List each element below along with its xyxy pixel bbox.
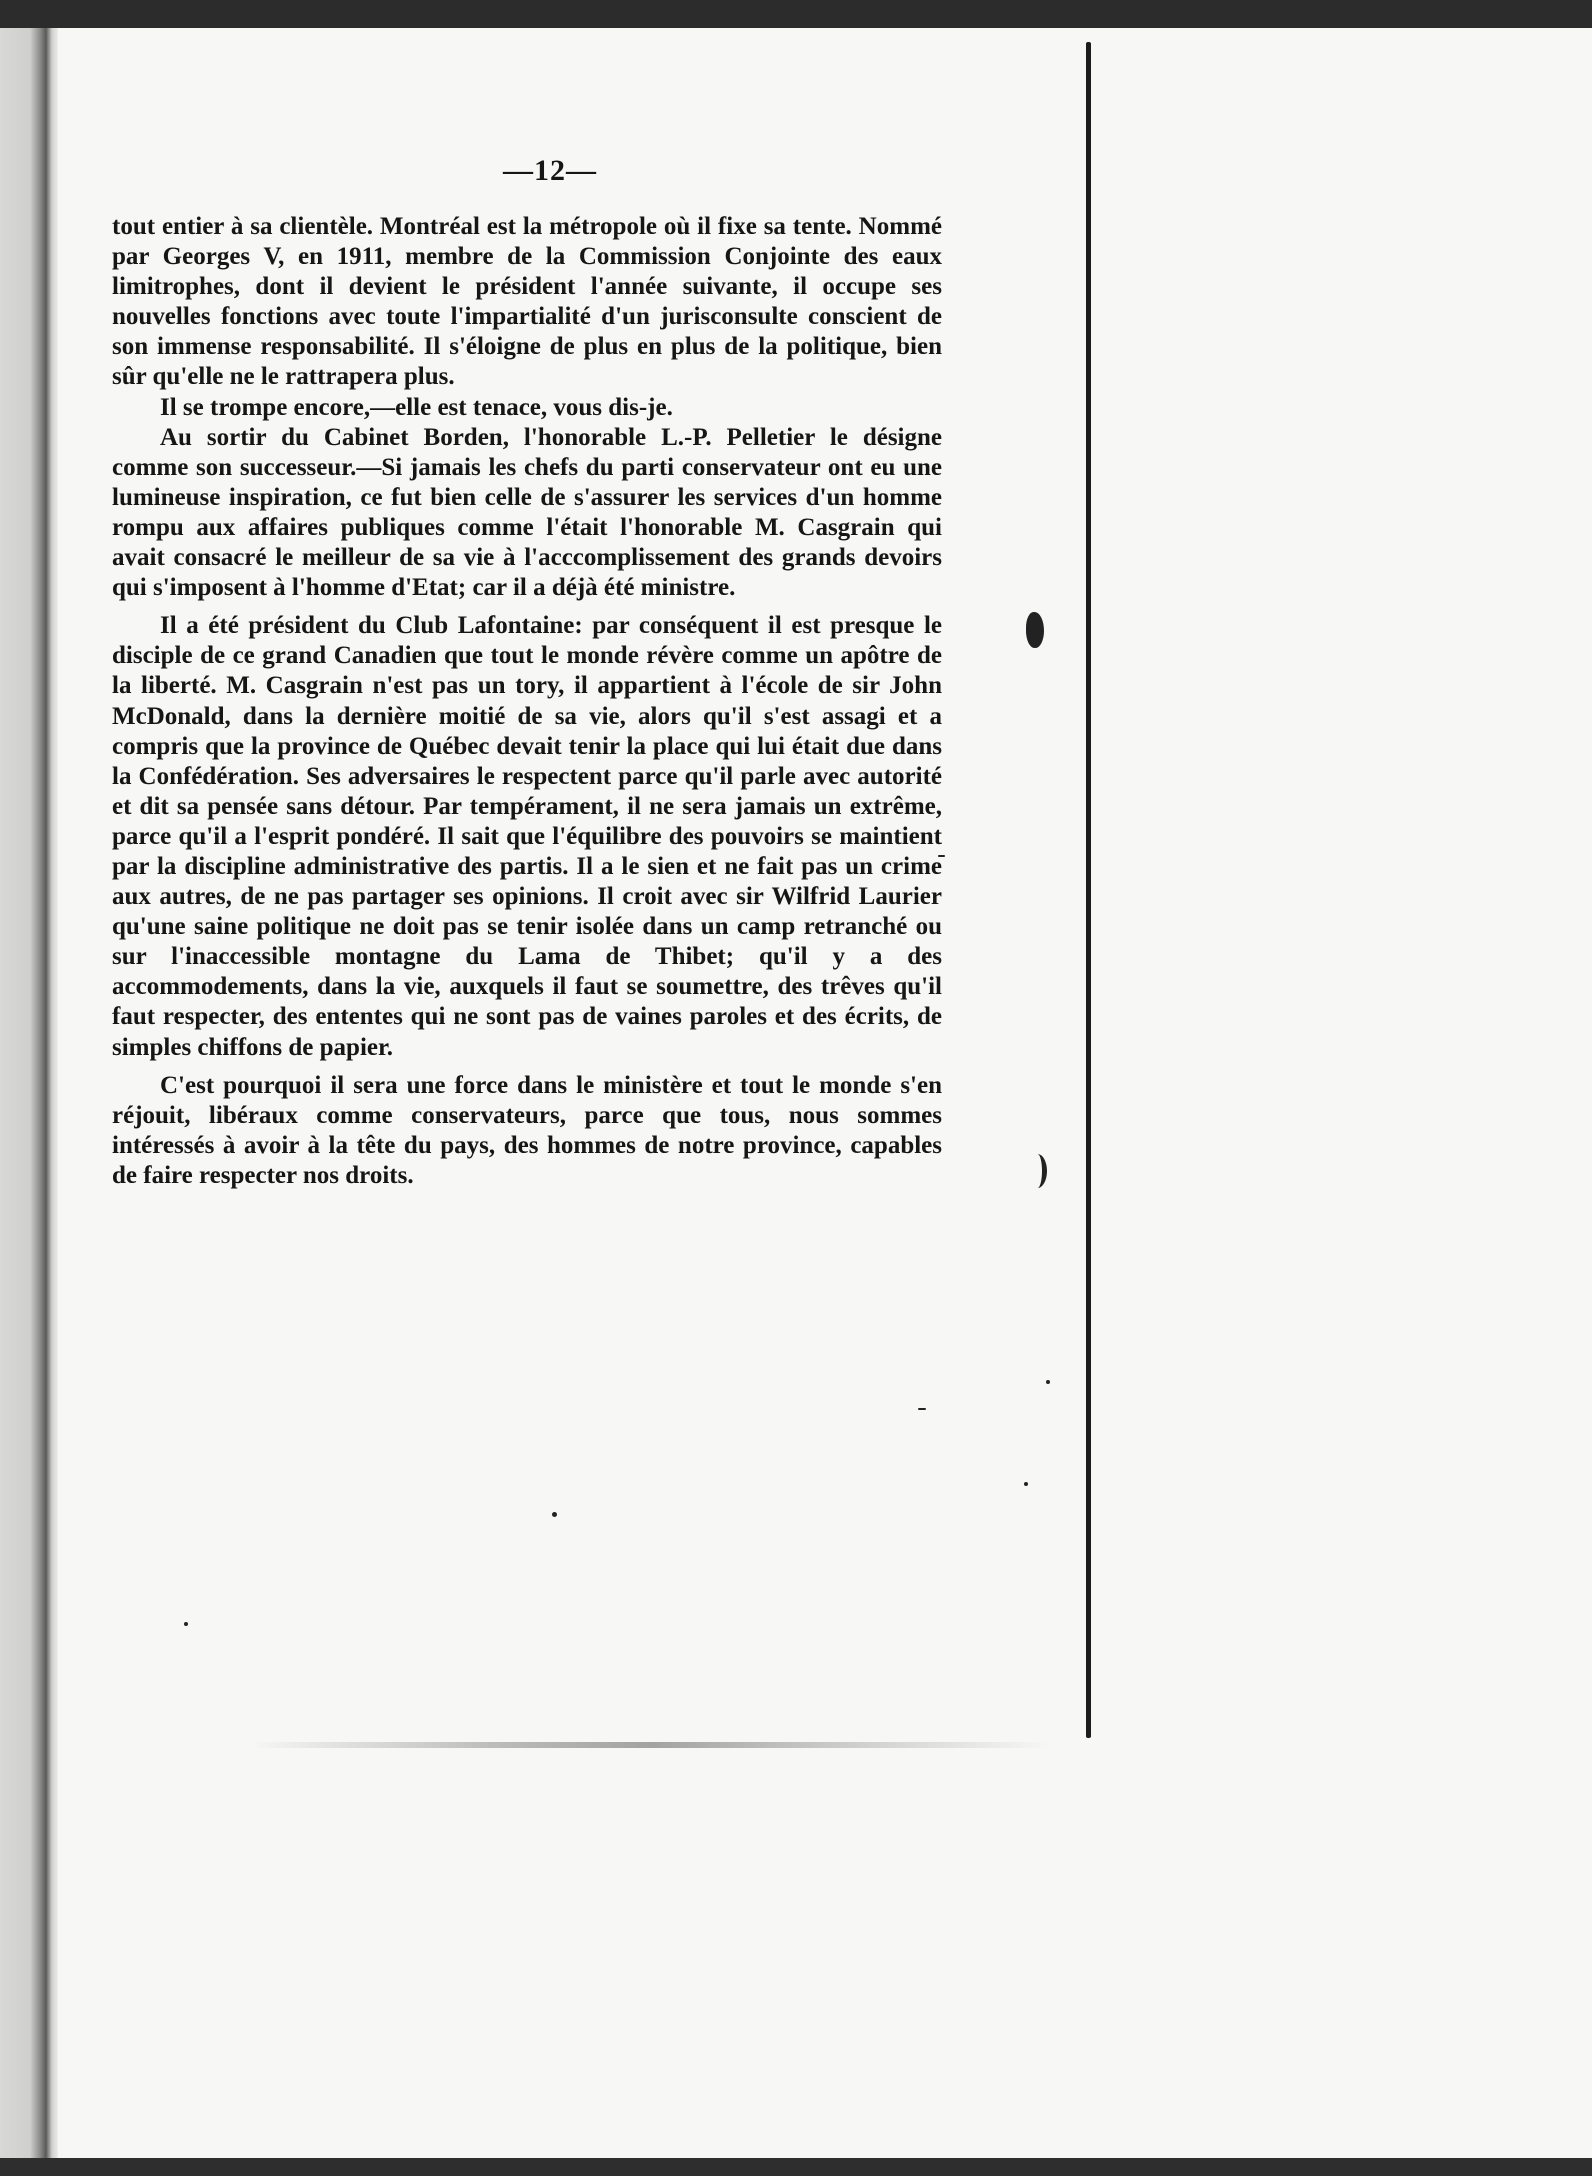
scan-top-border [0, 0, 1592, 28]
scan-speck [1046, 1380, 1050, 1384]
bottom-smudge [250, 1742, 1050, 1748]
scan-speck [552, 1512, 557, 1517]
paragraph: Il se trompe encore,—elle est tenace, vous dis-je. [160, 393, 673, 421]
paragraph: Au sortir du Cabinet Borden, l'honorable L.-P. Pelletier le désigne comme son successeur.—Si jamais les chefs du parti conservateur ont eu une lumineuse inspiration, ce fut bien celle de s'assurer les services d'un homme rompu aux affaires publiques comme l'était l'honorable M. Casgrain qui avait consacré le meilleur de sa vie à l'acccomplissement des grands devoirs qui s'imposent à l'homme d'Etat; car il a déjà été ministre. [112, 423, 942, 602]
paragraph: Il a été président du Club Lafontaine: par conséquent il est presque le disciple de ce grand Canadien que tout le monde révère comme un apôtre de la liberté. M. Casgrain n'est pas un tory, il appartient à l'école de sir John McDonald, dans la dernière moitié de sa vie, alors qu'il s'est assagi et a compris que la province de Québec devait tenir la place qui lui était due dans la Confédération. Ses adversaires le respectent parce qu'il parle avec autorité et dit sa pensée sans détour. Par tempérament, il ne sera jamais un extrême, parce qu'il a l'esprit pondéré. Il sait que l'équilibre des pouvoirs se maintient par la discipline administrative des partis. Il a le sien et ne fait pas un crime aux autres, de ne pas partager ses opinions. Il croit avec sir Wilfrid Laurier qu'une saine politique ne doit pas se tenir isolée dans un camp retranché ou sur l'inaccessible montagne du Lama de Thibet; qu'il y a des accommodements, dans la vie, auxquels il faut se soumettre, des trêves qu'il faut respecter, des ententes qui ne sont pas de vaines paroles et des écrits, de simples chiffons de papier. [112, 612, 942, 1061]
scan-speck [1026, 612, 1044, 648]
paragraph: C'est pourquoi il sera une force dans le ministère et tout le monde s'en réjouit, libéraux comme conservateurs, parce que tous, nous sommes intéressés à avoir à la tête du pays, des hommes de notre province, capables de faire respecter nos droits. [112, 1071, 942, 1189]
scan-speck [184, 1622, 188, 1626]
scan-speck [1028, 1154, 1047, 1188]
body-text [112, 212, 942, 1191]
scan-speck [918, 1408, 926, 1410]
scan-bottom-border [0, 2158, 1592, 2176]
scan-speck [1024, 1482, 1028, 1486]
paragraph: tout entier à sa clientèle. Montréal est la métropole où il fixe sa tente. Nommé par Georges V, en 1911, membre de la Commission Conjointe des eaux limitrophes, dont il devient le président l'année suivante, il occupe ses nouvelles fonctions avec toute l'impartialité d'un jurisconsulte conscient de son immense responsabilité. Il s'éloigne de plus en plus de la politique, bien sûr qu'elle ne le rattrapera plus. [112, 213, 942, 391]
page-number: —12— [503, 154, 597, 187]
page-fold-line [1086, 42, 1091, 1738]
scan-left-binding-edge [0, 28, 58, 2176]
